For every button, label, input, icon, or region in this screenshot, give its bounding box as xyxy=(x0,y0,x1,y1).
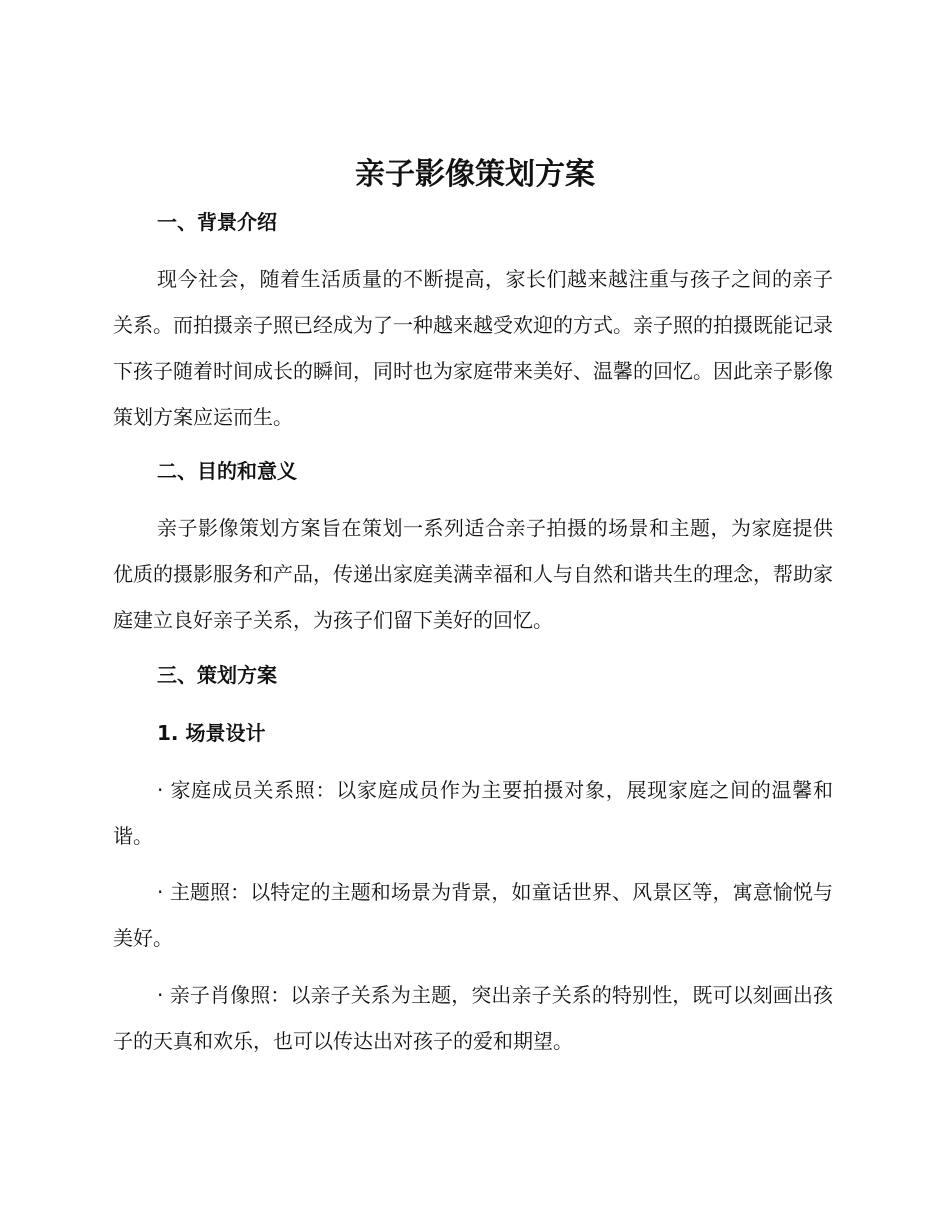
subheading-scene-design: 1. 场景设计 xyxy=(157,721,266,745)
document-title: 亲子影像策划方案 xyxy=(355,157,595,192)
section-heading-purpose: 二、目的和意义 xyxy=(157,459,297,483)
section-heading-background: 一、背景介绍 xyxy=(157,210,277,234)
bullet-theme-photo: · 主题照：以特定的主题和场景为背景，如童话世界、风景区等，寓意愉悦与美好。 xyxy=(113,880,833,950)
paragraph-purpose: 亲子影像策划方案旨在策划一系列适合亲子拍摄的场景和主题，为家庭提供优质的摄影服务和产品，传递出家庭美满幸福和人与自然和谐共生的理念，帮助家庭建立良好亲子关系，为孩子们留下美好的回忆。 xyxy=(113,516,833,632)
section-heading-plan: 三、策划方案 xyxy=(157,663,277,687)
bullet-family-photo: · 家庭成员关系照：以家庭成员作为主要拍摄对象，展现家庭之间的温馨和谐。 xyxy=(113,778,833,848)
bullet-portrait-photo: · 亲子肖像照：以亲子关系为主题，突出亲子关系的特别性，既可以刻画出孩子的天真和欢乐，也可以传达出对孩子的爱和期望。 xyxy=(113,983,833,1053)
paragraph-background: 现今社会，随着生活质量的不断提高，家长们越来越注重与孩子之间的亲子关系。而拍摄亲子照已经成为了一种越来越受欢迎的方式。亲子照的拍摄既能记录下孩子随着时间成长的瞬间，同时也为家庭带来美好、温馨的回忆。因此亲子影像策划方案应运而生。 xyxy=(113,267,833,429)
